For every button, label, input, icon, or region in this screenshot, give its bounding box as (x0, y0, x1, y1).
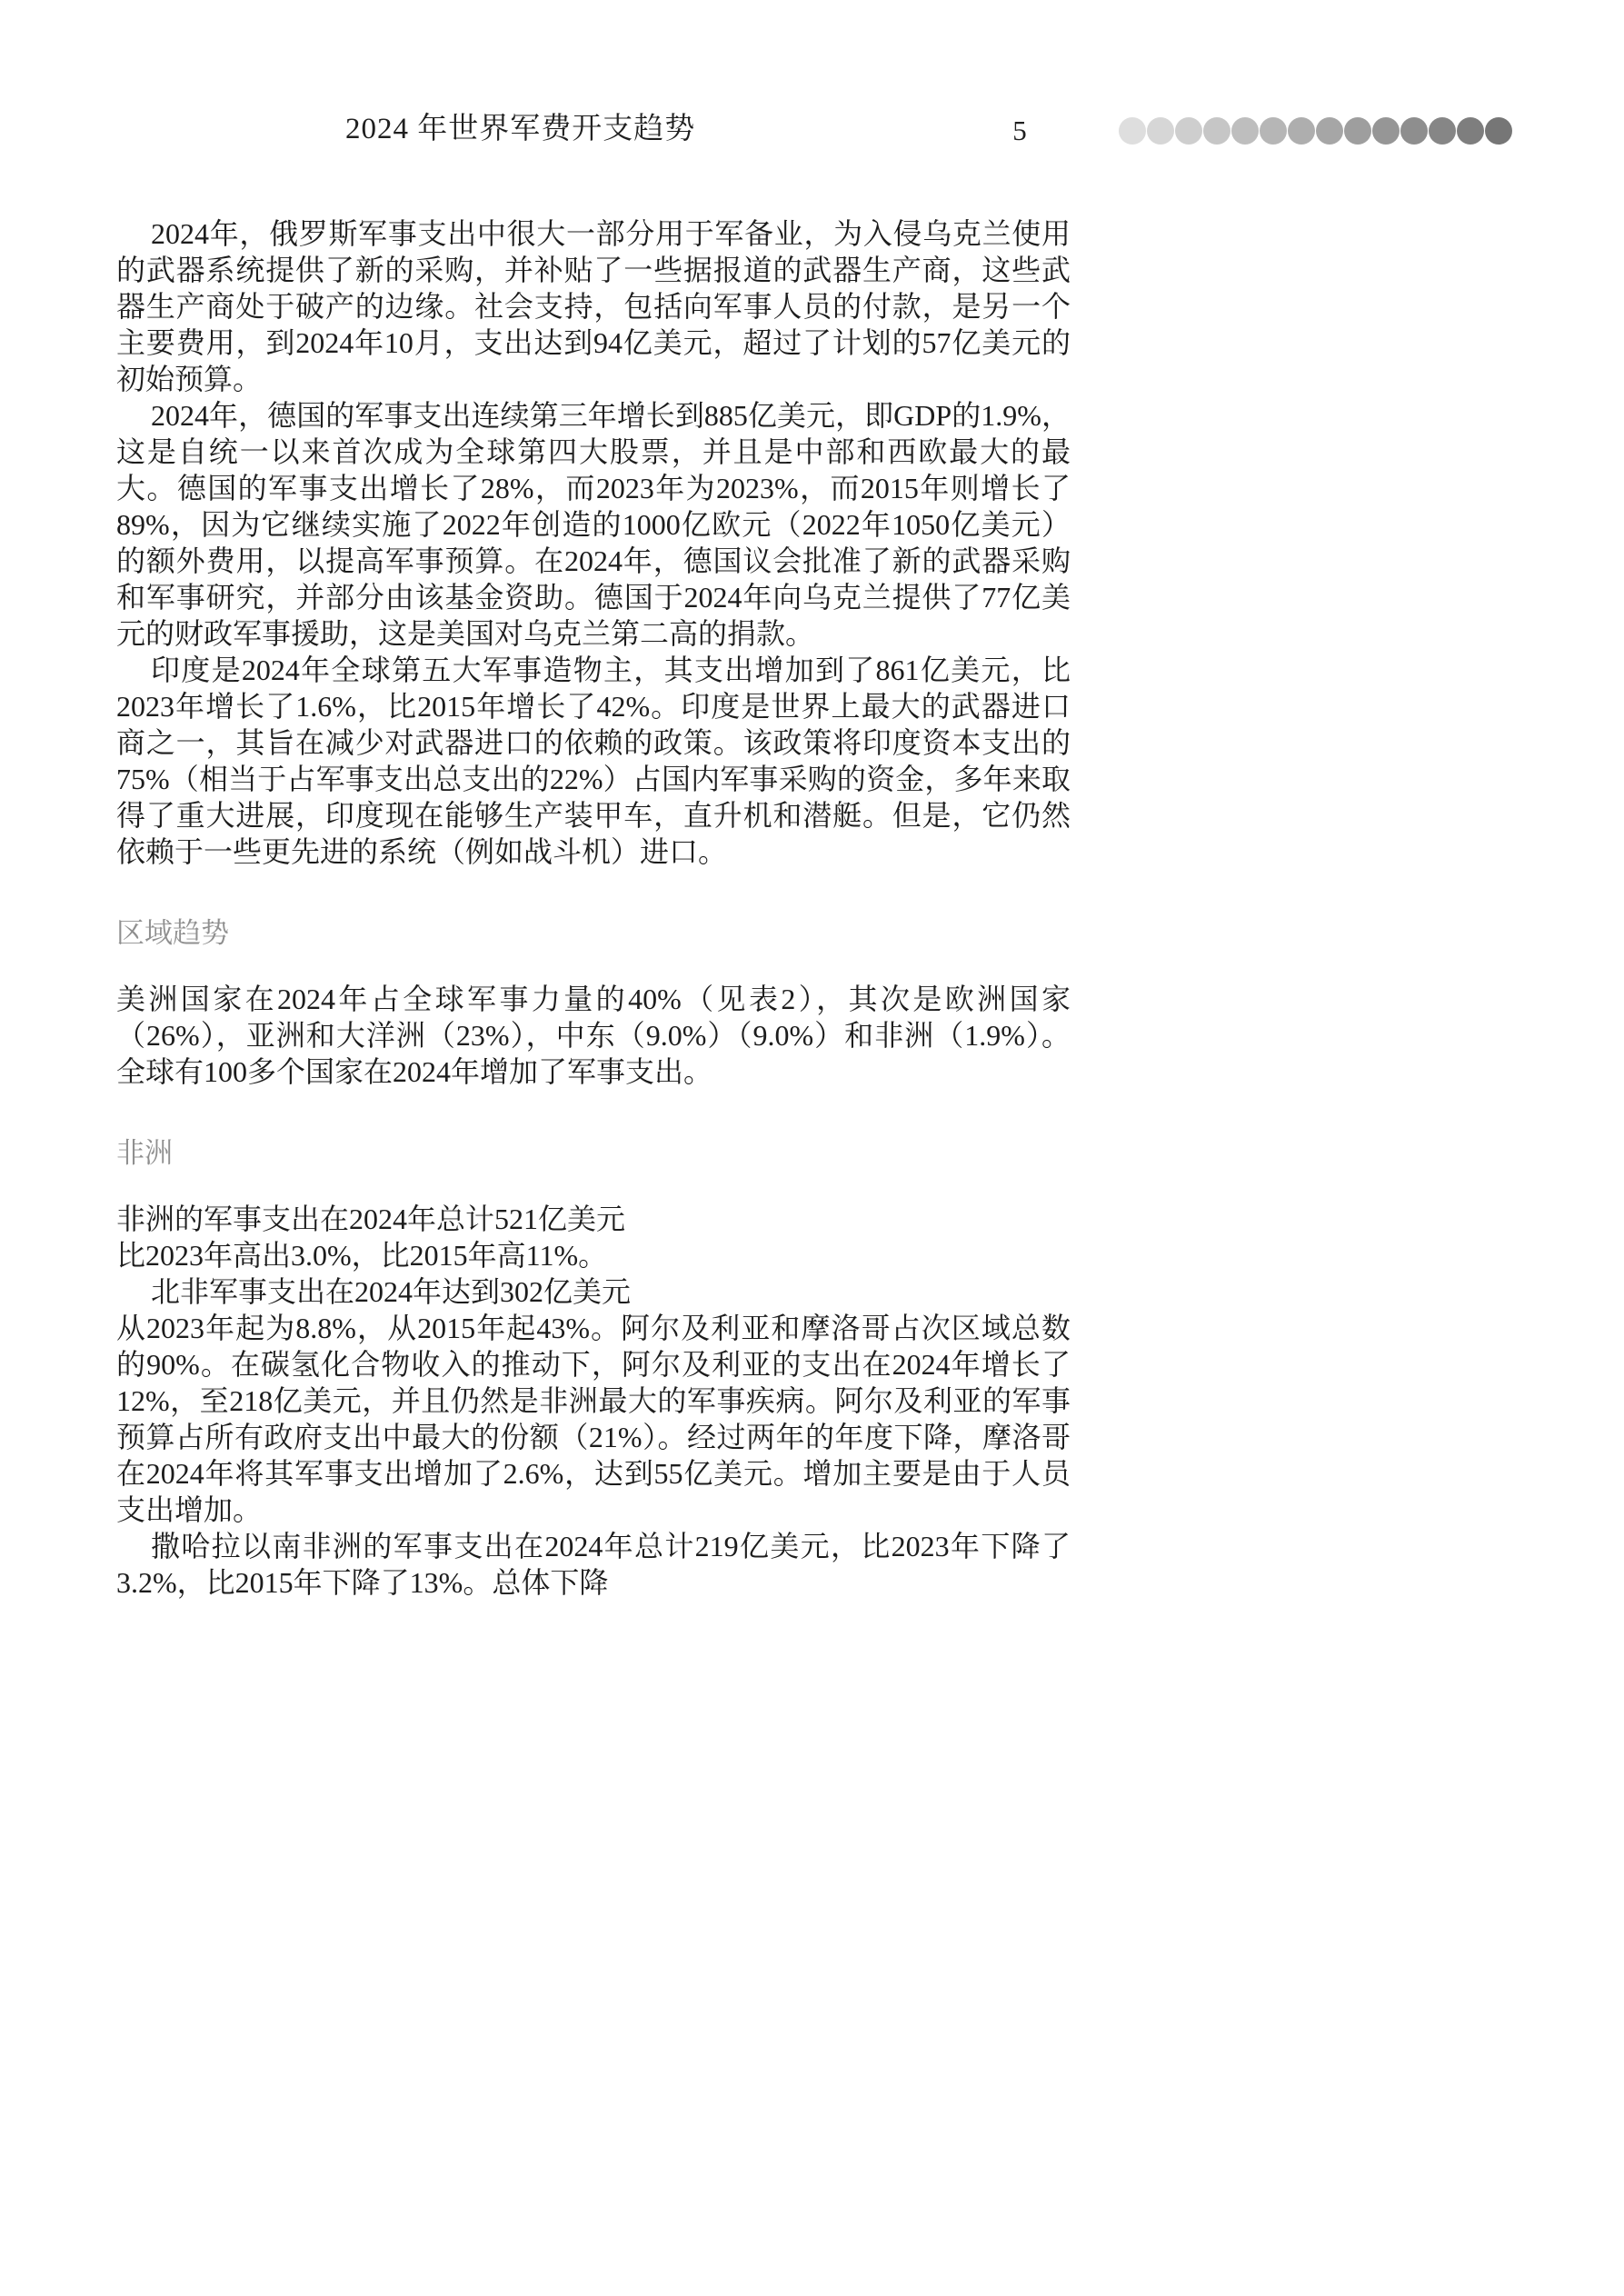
gradient-dot-icon (1260, 117, 1287, 145)
gradient-dot-icon (1316, 117, 1343, 145)
heading-africa: 非洲 (116, 1137, 173, 1169)
page-number: 5 (1012, 115, 1027, 146)
dot-gradient-ornament (1119, 117, 1512, 145)
gradient-dot-icon (1288, 117, 1315, 145)
line-africa-total: 非洲的军事支出在2024年总计521亿美元 (116, 1203, 626, 1235)
para-germany-spending: 2024年，德国的军事支出连续第三年增长到885亿美元，即GDP的1.9%，这是自统一以来首次成为全球第四大股票，并且是中部和西欧最大的最大。德国的军事支出增长了28%，而2023年为2023%，而2015年则增长了89%，因为它继续实施了2022年创造的1000亿欧元（2022年1050亿美元）的额外费用，以提高军事预算。在2024年，德国议会批准了新的武器采购和军事研究，并部分由该基金资助。德国于2024年向乌克兰提供了77亿美元的财政军事援助，这是美国对乌克兰第二高的捐款。 (116, 399, 1071, 650)
para-north-africa-detail: 从2023年起为8.8%，从2015年起43%。阿尔及利亚和摩洛哥占次区域总数的90%。在碳氢化合物收入的推动下，阿尔及利亚的支出在2024年增长了12%，至218亿美元，并且仍然是非洲最大的军事疾病。阿尔及利亚的军事预算占所有政府支出中最大的份额（21%）。经过两年的年度下降，摩洛哥在2024年将其军事支出增加了2.6%，达到55亿美元。增加主要是由于人员支出增加。 (116, 1312, 1071, 1526)
gradient-dot-icon (1400, 117, 1428, 145)
gradient-dot-icon (1203, 117, 1230, 145)
para-sub-saharan-africa: 撒哈拉以南非洲的军事支出在2024年总计219亿美元，比2023年下降了3.2%，比2015年下降了13%。总体下降 (116, 1530, 1071, 1599)
article-body (116, 215, 1071, 1601)
line-north-africa-total: 北非军事支出在2024年达到302亿美元 (151, 1275, 632, 1308)
gradient-dot-icon (1344, 117, 1371, 145)
para-russia-spending: 2024年，俄罗斯军事支出中很大一部分用于军备业，为入侵乌克兰使用的武器系统提供了新的采购，并补贴了一些据报道的武器生产商，这些武器生产商处于破产的边缘。社会支持，包括向军事人员的付款，是另一个主要费用，到2024年10月，支出达到94亿美元，超过了计划的57亿美元的初始预算。 (116, 217, 1071, 395)
gradient-dot-icon (1429, 117, 1456, 145)
gradient-dot-icon (1485, 117, 1512, 145)
gradient-dot-icon (1457, 117, 1484, 145)
para-regional-overview: 美洲国家在2024年占全球军事力量的40%（见表2），其次是欧洲国家（26%），亚洲和大洋洲（23%），中东（9.0%）（9.0%）和非洲（1.9%）。全球有100多个国家在2024年增加了军事支出。 (116, 983, 1071, 1088)
running-title: 2024 年世界军费开支趋势 (345, 113, 696, 145)
gradient-dot-icon (1372, 117, 1400, 145)
gradient-dot-icon (1147, 117, 1174, 145)
gradient-dot-icon (1175, 117, 1202, 145)
para-india-spending: 印度是2024年全球第五大军事造物主，其支出增加到了861亿美元，比2023年增长了1.6%，比2015年增长了42%。印度是世界上最大的武器进口商之一，其旨在减少对武器进口的依赖的政策。该政策将印度资本支出的75%（相当于占军事支出总支出的22%）占国内军事采购的资金，多年来取得了重大进展，印度现在能够生产装甲车，直升机和潜艇。但是，它仍然依赖于一些更先进的系统（例如战斗机）进口。 (116, 654, 1071, 868)
gradient-dot-icon (1231, 117, 1259, 145)
gradient-dot-icon (1119, 117, 1146, 145)
line-africa-change: 比2023年高出3.0%，比2015年高11%。 (116, 1239, 608, 1272)
heading-regional-trends: 区域趋势 (116, 917, 229, 949)
